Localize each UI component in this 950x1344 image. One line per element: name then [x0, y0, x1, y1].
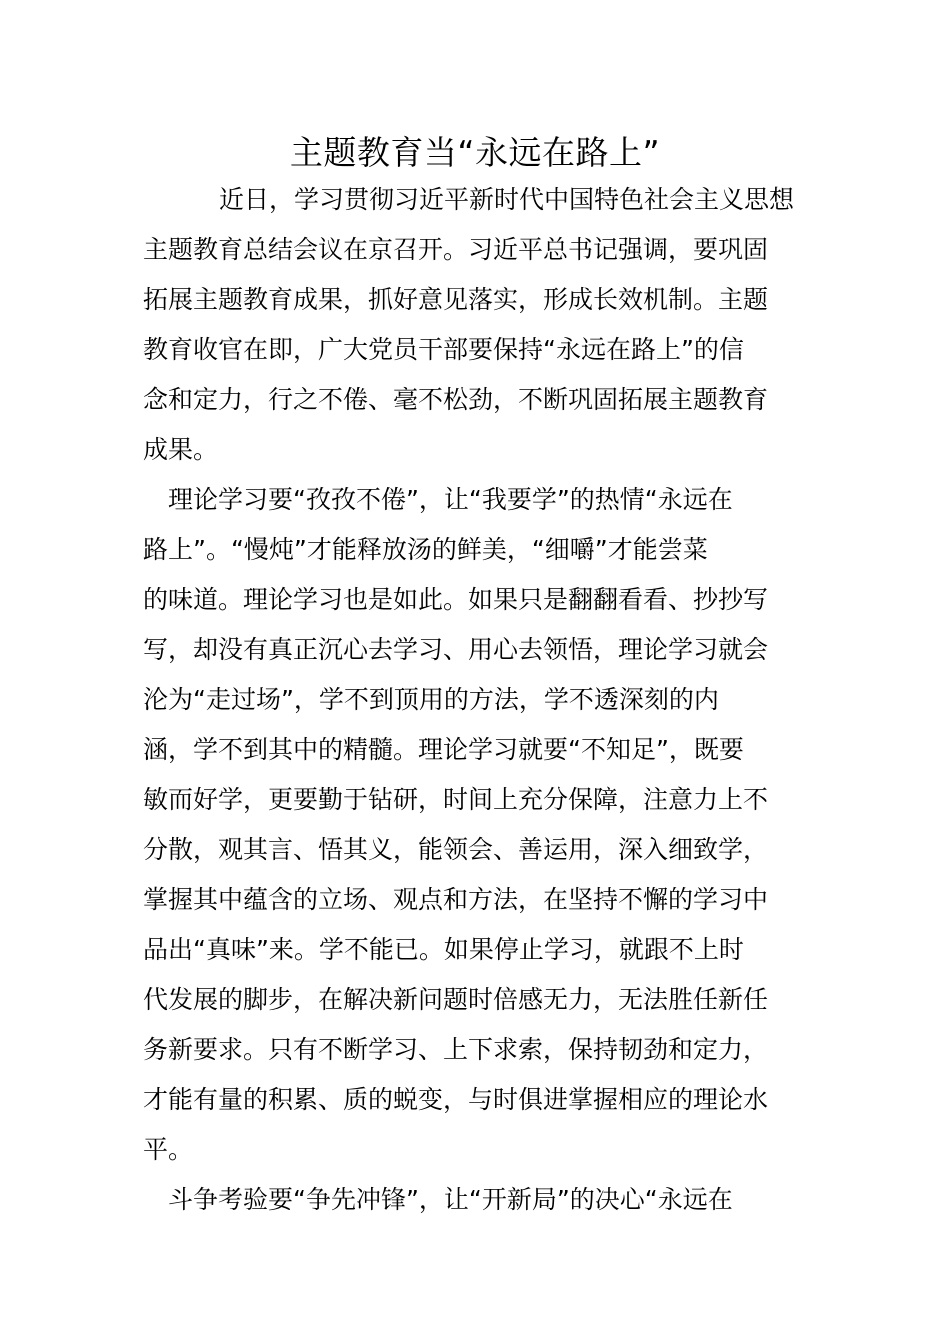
paragraph-2-line-13: 才能有量的积累、质的蜕变，与时俱进掌握相应的理论水 [143, 1085, 769, 1114]
document-body [143, 175, 813, 1225]
paragraph-3-line-1: 斗争考验要“争先冲锋”，让“开新局”的决心“永远在 [168, 1185, 733, 1214]
paragraph-2-line-12: 务新要求。只有不断学习、上下求索，保持韧劲和定力， [143, 1035, 769, 1064]
paragraph-2-line-9: 掌握其中蕴含的立场、观点和方法，在坚持不懈的学习中 [143, 885, 769, 914]
paragraph-2-line-7: 敏而好学，更要勤于钻研，时间上充分保障，注意力上不 [143, 785, 769, 814]
paragraph-2-line-2: 路上”。“慢炖”才能释放汤的鲜美，“细嚼”才能尝菜 [143, 535, 708, 564]
paragraph-2-line-3: 的味道。理论学习也是如此。如果只是翻翻看看、抄抄写 [143, 585, 769, 614]
paragraph-1-line-4: 教育收官在即，广大党员干部要保持“永远在路上”的信 [143, 335, 744, 364]
paragraph-2-line-11: 代发展的脚步，在解决新问题时倍感无力，无法胜任新任 [143, 985, 769, 1014]
paragraph-2-line-1: 理论学习要“孜孜不倦”，让“我要学”的热情“永远在 [168, 485, 733, 514]
paragraph-2-line-14: 平。 [143, 1135, 194, 1164]
paragraph-3 [143, 1175, 813, 1225]
paragraph-2-line-4: 写，却没有真正沉心去学习、用心去领悟，理论学习就会 [143, 635, 769, 664]
paragraph-1-line-2: 主题教育总结会议在京召开。习近平总书记强调，要巩固 [143, 235, 769, 264]
paragraph-1-line-3: 拓展主题教育成果，抓好意见落实，形成长效机制。主题 [143, 285, 769, 314]
document-title: 主题教育当“永远在路上” [289, 133, 661, 172]
paragraph-2-line-5: 沦为“走过场”，学不到顶用的方法，学不透深刻的内 [143, 685, 719, 714]
paragraph-1 [143, 175, 813, 475]
paragraph-1-line-1: 近日，学习贯彻习近平新时代中国特色社会主义思想 [219, 185, 795, 214]
paragraph-2-line-6: 涵，学不到其中的精髓。理论学习就要“不知足”，既要 [143, 735, 744, 764]
paragraph-2 [143, 475, 813, 1175]
paragraph-1-line-6: 成果。 [143, 435, 219, 464]
paragraph-2-line-10: 品出“真味”来。学不能已。如果停止学习，就跟不上时 [143, 935, 744, 964]
paragraph-2-line-8: 分散，观其言、悟其义，能领会、善运用，深入细致学， [143, 835, 769, 864]
paragraph-1-line-5: 念和定力，行之不倦、毫不松劲，不断巩固拓展主题教育 [143, 385, 769, 414]
